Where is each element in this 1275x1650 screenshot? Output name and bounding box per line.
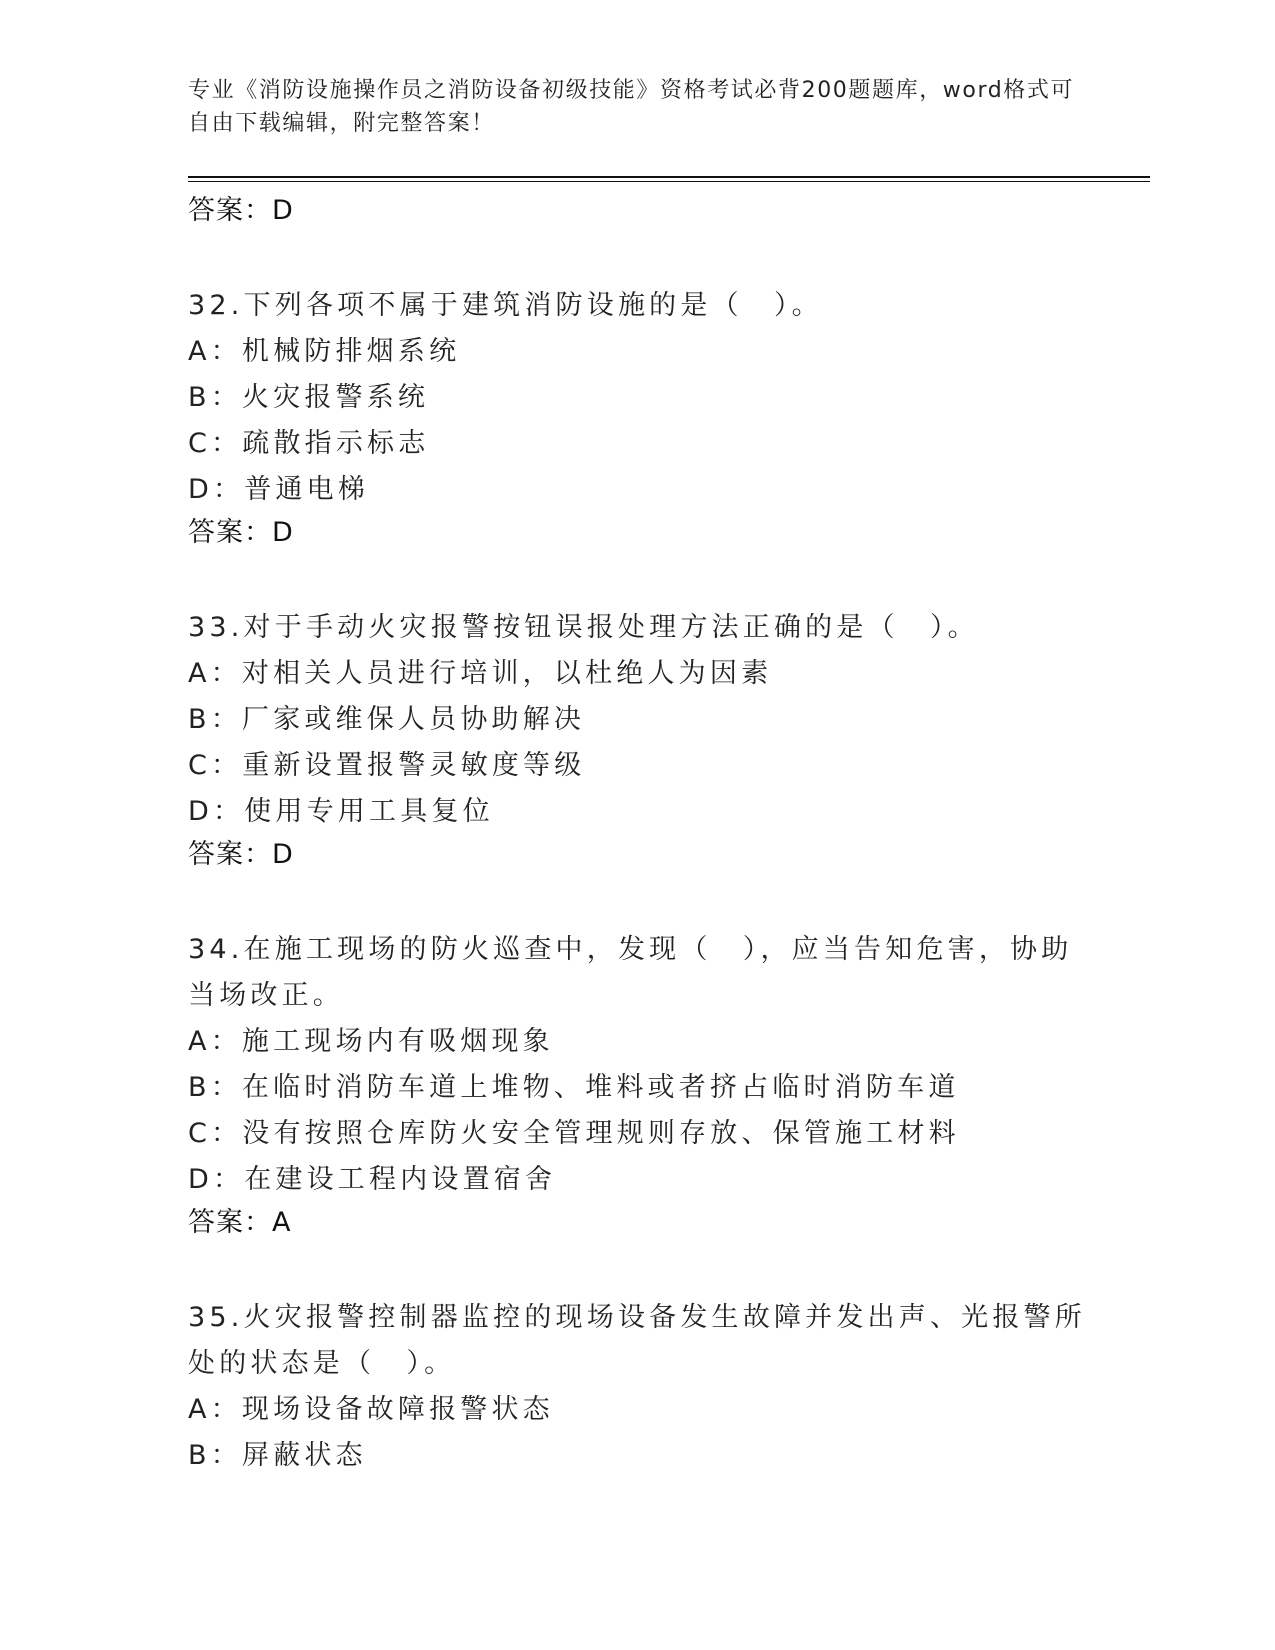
option-a: A：机械防排烟系统: [188, 336, 461, 367]
question-text: 32.下列各项不属于建筑消防设施的是（ ）。: [188, 290, 823, 321]
question-block: [188, 927, 1088, 1243]
question-block: [188, 283, 1088, 553]
question-list: [188, 191, 1088, 1479]
option-d: D：在建设工程内设置宿舍: [188, 1164, 557, 1195]
answer-line: 答案：D: [188, 839, 294, 870]
option-d: D：使用专用工具复位: [188, 796, 494, 827]
option-b: B：厂家或维保人员协助解决: [188, 704, 586, 735]
option-a: A：施工现场内有吸烟现象: [188, 1026, 554, 1057]
option-b: B：屏蔽状态: [188, 1440, 367, 1471]
document-header: 专业《消防设施操作员之消防设备初级技能》资格考试必背200题题库，word格式可自由下载编辑，附完整答案！: [188, 78, 1075, 136]
question-block: [188, 1295, 1088, 1479]
question-block: [188, 605, 1088, 875]
option-a: A：对相关人员进行培训，以杜绝人为因素: [188, 658, 773, 689]
option-b: B：火灾报警系统: [188, 382, 430, 413]
option-a: A：现场设备故障报警状态: [188, 1394, 554, 1425]
option-c: C：疏散指示标志: [188, 428, 430, 459]
question-text: 34.在施工现场的防火巡查中，发现（ ），应当告知危害，协助当场改正。: [188, 934, 1073, 1011]
question-text: 33.对于手动火灾报警按钮误报处理方法正确的是（ ）。: [188, 612, 979, 643]
answer-line: 答案：A: [188, 1207, 292, 1238]
answer-line: 答案：D: [188, 195, 294, 226]
question-text: 35.火灾报警控制器监控的现场设备发生故障并发出声、光报警所处的状态是（ ）。: [188, 1302, 1086, 1379]
option-b: B：在临时消防车道上堆物、堆料或者挤占临时消防车道: [188, 1072, 960, 1103]
header-divider-thick: [188, 176, 1150, 178]
option-d: D：普通电梯: [188, 474, 369, 505]
option-c: C：重新设置报警灵敏度等级: [188, 750, 586, 781]
answer-line: 答案：D: [188, 517, 294, 548]
header-divider-thin: [188, 181, 1150, 182]
option-c: C：没有按照仓库防火安全管理规则存放、保管施工材料: [188, 1118, 960, 1149]
